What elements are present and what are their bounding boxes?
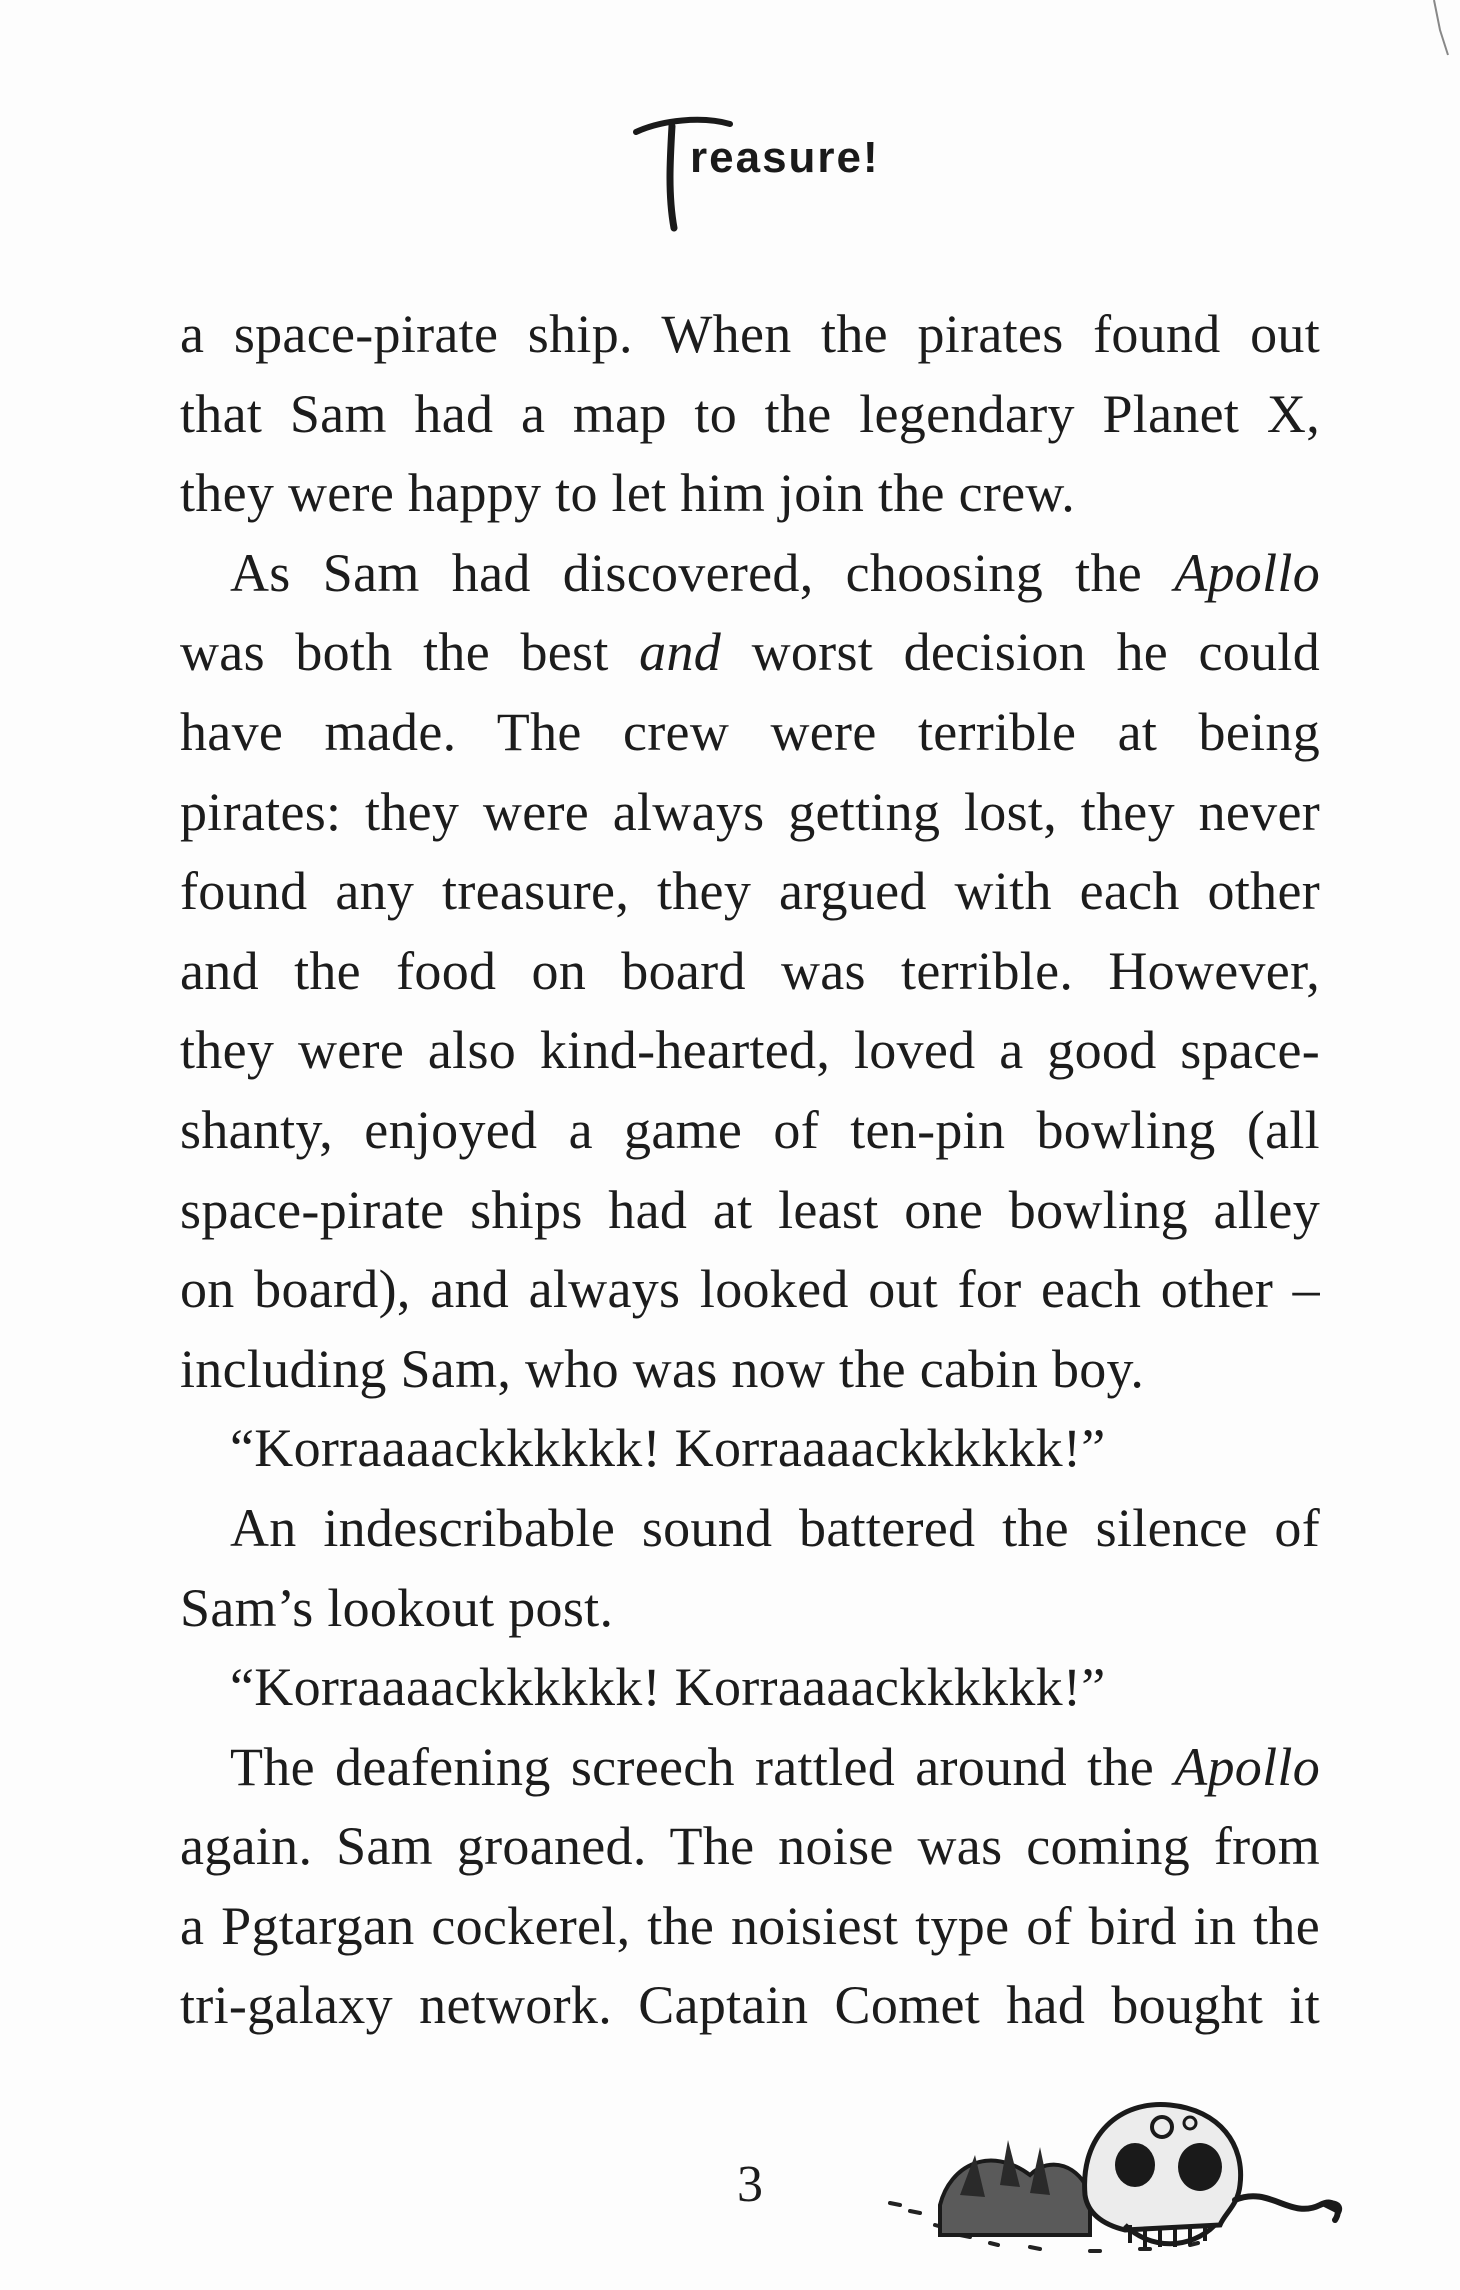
- text-line: [180, 1091, 1320, 1171]
- text-segment: that Sam had a map to the legendary Planet X,: [180, 383, 1320, 444]
- page-edge-mark: [1420, 0, 1460, 80]
- text-segment: shanty, enjoyed a game of ten-pin bowling (all: [180, 1099, 1320, 1160]
- text-segment: on board), and always looked out for each other –: [180, 1259, 1320, 1320]
- text-line: [180, 1728, 1320, 1808]
- text-line: [180, 693, 1320, 773]
- text-line: [180, 1807, 1320, 1887]
- text-line: [180, 773, 1320, 853]
- text-line: [180, 932, 1320, 1012]
- text-line: [180, 534, 1320, 614]
- italic-text: and: [639, 622, 722, 683]
- body-text: [180, 295, 1320, 2046]
- text-line: [180, 1409, 1320, 1489]
- text-segment: they were also kind-hearted, loved a good space-: [180, 1020, 1320, 1081]
- text-segment: was both the best: [180, 622, 640, 683]
- text-segment: space-pirate ships had at least one bowling alley: [180, 1179, 1320, 1240]
- svg-text:reasure!: reasure!: [690, 133, 880, 182]
- text-line: [180, 613, 1320, 693]
- text-line: [180, 295, 1320, 375]
- paragraph: [180, 295, 1320, 534]
- text-segment: have made. The crew were terrible at being: [180, 701, 1320, 762]
- skull-on-rocks-illustration: [880, 2085, 1350, 2265]
- text-segment: An indescribable sound battered the silence of: [230, 1497, 1320, 1558]
- text-segment: including Sam, who was now the cabin boy.: [180, 1338, 1145, 1399]
- italic-text: Apollo: [1174, 542, 1320, 603]
- text-line: [180, 1569, 1320, 1649]
- paragraph: [180, 1409, 1320, 1489]
- text-line: [180, 1648, 1320, 1728]
- text-line: [180, 1171, 1320, 1251]
- text-segment: found any treasure, they argued with each other: [180, 861, 1320, 922]
- text-segment: a space-pirate ship. When the pirates found out: [180, 304, 1320, 364]
- running-header: [632, 110, 892, 240]
- paragraph: [180, 1489, 1320, 1648]
- text-segment: “Korraaaackkkkkk! Korraaaackkkkkk!”: [230, 1418, 1106, 1479]
- text-line: [180, 1330, 1320, 1410]
- paragraph: [180, 1728, 1320, 2046]
- text-line: [180, 1250, 1320, 1330]
- text-segment: As Sam had discovered, choosing the: [230, 542, 1175, 603]
- text-line: [180, 1966, 1320, 2046]
- text-segment: they were happy to let him join the crew.: [180, 463, 1076, 524]
- text-line: [180, 1887, 1320, 1967]
- italic-text: Apollo: [1174, 1736, 1320, 1797]
- text-segment: The deafening screech rattled around the: [230, 1736, 1175, 1797]
- text-segment: again. Sam groaned. The noise was coming from: [180, 1816, 1320, 1877]
- text-segment: Sam’s lookout post.: [180, 1577, 614, 1638]
- text-segment: tri-galaxy network. Captain Comet had bought it: [180, 1975, 1320, 2036]
- treasure-title-lettering: [632, 110, 892, 240]
- text-line: [180, 375, 1320, 455]
- paragraph: [180, 534, 1320, 1410]
- paragraph: [180, 1648, 1320, 1728]
- text-segment: pirates: they were always getting lost, they never: [180, 781, 1320, 842]
- text-segment: and the food on board was terrible. However,: [180, 940, 1320, 1001]
- text-segment: worst decision he could: [721, 622, 1320, 683]
- page-number: 3: [737, 2156, 763, 2213]
- text-line: [180, 852, 1320, 932]
- text-segment: a Pgtargan cockerel, the noisiest type of bird in the: [180, 1895, 1320, 1956]
- text-segment: “Korraaaackkkkkk! Korraaaackkkkkk!”: [230, 1657, 1106, 1718]
- text-line: [180, 1011, 1320, 1091]
- text-line: [180, 454, 1320, 534]
- text-line: [180, 1489, 1320, 1569]
